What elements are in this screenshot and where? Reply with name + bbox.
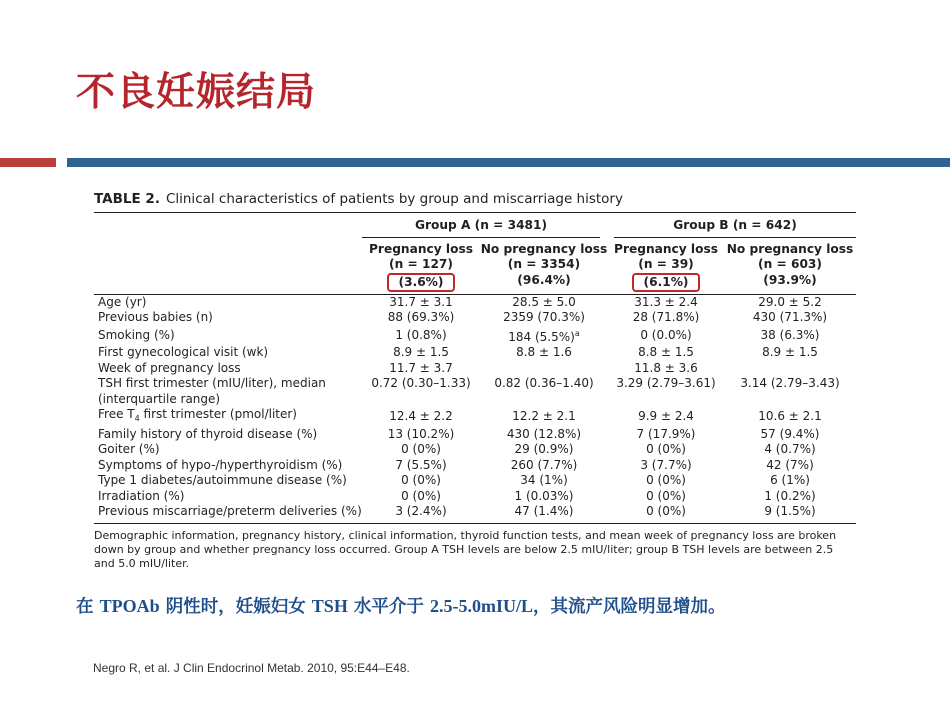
table-cell: 11.7 ± 3.7 [389,360,453,375]
col-head-line3 [480,273,608,289]
table-row [94,310,856,326]
column-header-row [94,238,856,292]
col-head-b-loss [608,238,724,292]
row-label: Week of pregnancy loss [98,360,241,375]
row-label: Age (yr) [98,294,147,309]
table-cell: 0 (0%) [646,488,686,503]
col-head-line1: Pregnancy loss [614,241,718,256]
table-row [94,489,856,505]
table-row [94,458,856,474]
table-cell: 57 (9.4%) [760,426,820,441]
table-cell [724,392,856,408]
table-cell: 29 (0.9%) [514,442,574,456]
table-cell: 2359 (70.3%) [503,310,585,324]
table-cell: 3.29 (2.79–3.61) [616,376,716,390]
table-cell: 0.72 (0.30–1.33) [371,376,471,390]
table-label: TABLE 2. [94,191,160,207]
table-cell: 3 (7.7%) [640,457,692,472]
table-cell [480,392,608,408]
table-cell: 12.4 ± 2.2 [389,409,453,423]
table-cell: 8.9 ± 1.5 [393,345,449,359]
col-head-line1: No pregnancy loss [480,241,608,256]
col-head-line3 [362,273,480,292]
table-cell: 88 (69.3%) [387,310,455,324]
table-cell: 430 (12.8%) [506,426,582,441]
conclusion-segment: TSH [311,596,348,616]
table-cell: 31.7 ± 3.1 [389,294,453,309]
col-head-line2: (n = 3354) [507,257,581,271]
table-footnote: Demographic information, pregnancy history, clinical information, thyroid function tests, and mean week of pregnancy loss are broken down by group and whether pregnancy loss occurred. Group A TSH levels are below 2.5 mIU/liter; group B TSH levels are between 2.5 and 5.0 mIU/liter. [94,528,837,570]
table-cell: 0 (0%) [646,442,686,456]
col-head-line2: (n = 603) [758,257,822,271]
conclusion-segment: TPOAb [99,596,160,616]
group-b-header: Group B (n = 642) [608,218,856,238]
table-cell: 0 (0%) [401,473,441,487]
table-cell: 1 (0.8%) [395,327,447,342]
percentage: (93.9%) [763,272,817,287]
table-cell: 7 (17.9%) [636,426,696,441]
table-row [94,473,856,489]
table-cell: 8.8 ± 1.5 [638,345,694,359]
table-cell: 29.0 ± 5.2 [758,294,822,309]
row-label: Type 1 diabetes/autoimmune disease (%) [98,473,347,487]
table-cell: 10.6 ± 2.1 [758,409,822,423]
table-cell [480,361,608,377]
table-row [94,326,856,346]
table-body [94,294,856,523]
table-cell [724,361,856,377]
col-head-line2: (n = 39) [638,257,694,271]
table-cell: 0 (0%) [608,504,724,523]
table-cell: 9.9 ± 2.4 [638,409,694,423]
conclusion-segment: 阴性时，妊娠妇女 [159,597,312,617]
title-accent-bar-blue [67,158,950,167]
table-row [94,294,856,310]
table-cell [608,392,724,408]
table-cell: 1 (0.03%) [514,488,574,503]
col-head-line3 [608,273,724,292]
title-accent-bar-red [0,158,56,167]
row-label: Symptoms of hypo-/hyperthyroidism (%) [98,457,343,472]
table-cell: 0.82 (0.36–1.40) [494,376,594,390]
table-row [94,392,856,408]
col-head-a-loss [362,238,480,292]
col-head-a-no-loss [480,238,608,292]
table-row [94,427,856,443]
table-cell: 3.14 (2.79–3.43) [740,376,840,390]
col-head-line2: (n = 127) [389,257,453,271]
table-cell: 28.5 ± 5.0 [512,294,576,309]
table-cell: 47 (1.4%) [480,504,608,523]
table-row [94,345,856,361]
col-head-line1: Pregnancy loss [369,241,473,256]
table-caption-text: Clinical characteristics of patients by group and miscarriage history [165,191,623,207]
table-cell: 34 (1%) [520,473,568,487]
table-cell: 1 (0.2%) [764,488,816,503]
table-cell: 3 (2.4%) [362,504,480,523]
table-cell: 0 (0%) [401,488,441,503]
row-label: Smoking (%) [98,327,175,342]
table-cell: 31.3 ± 2.4 [634,294,698,309]
col-head-b-no-loss [724,238,856,292]
row-label: Previous miscarriage/preterm deliveries (%) [94,504,362,523]
group-header-row [94,218,856,238]
table-row [94,504,856,523]
table-cell: 7 (5.5%) [395,457,447,472]
conclusion-statement [76,593,726,618]
table-cell: 0 (0%) [646,473,686,487]
table-cell: 6 (1%) [770,473,810,487]
table-cell: 42 (7%) [766,457,814,472]
group-a-header: Group A (n = 3481) [362,218,608,238]
table-row [94,442,856,458]
row-label: First gynecological visit (wk) [98,345,269,359]
table-cell: 8.8 ± 1.6 [516,345,572,359]
conclusion-segment: ，其流产风险明显增加。 [533,597,726,617]
table-row [94,361,856,377]
table-cell: 9 (1.5%) [724,504,856,523]
citation-reference: Negro R, et al. J Clin Endocrinol Metab. 2010, 95:E44–E48. [93,661,410,675]
table-cell: 12.2 ± 2.1 [512,409,576,423]
table-cell: 11.8 ± 3.6 [634,360,698,375]
row-label: Irradiation (%) [98,488,185,503]
row-label: Goiter (%) [98,442,160,456]
conclusion-segment: 水平介于 [347,597,431,617]
row-label: (interquartile range) [98,391,221,406]
table-cell: 430 (71.3%) [752,310,828,324]
row-label: TSH first trimester (mIU/liter), median [98,376,326,390]
table-row [94,376,856,392]
col-head-line3 [724,273,856,289]
table-cell: 28 (71.8%) [632,310,700,324]
row-label: Previous babies (n) [98,310,213,324]
table-cell: 0 (0%) [401,442,441,456]
table-caption [94,191,856,213]
table-cell: 8.9 ± 1.5 [762,345,818,359]
highlighted-percentage: (6.1%) [632,273,701,292]
conclusion-segment: 2.5-5.0mIU/L [430,596,534,616]
conclusion-segment: 在 [76,597,100,617]
highlighted-percentage: (3.6%) [387,273,456,292]
table-cell: 13 (10.2%) [387,426,455,441]
row-label: Free $T_4$ first trimester (pmol/liter) [98,407,297,423]
table-cell: 260 (7.7%) [510,457,578,472]
table-cell [362,392,480,408]
col-head-line1: No pregnancy loss [726,241,854,256]
percentage: (96.4%) [517,272,571,287]
clinical-characteristics-table [94,218,856,524]
table-cell: 38 (6.3%) [760,327,820,342]
table-cell: 0 (0.0%) [640,327,692,342]
table-cell: 4 (0.7%) [764,442,816,456]
table-row [94,407,856,427]
table-cell: 184 $(5.5\%)^a$ [508,328,580,344]
slide-title: 不良妊娠结局 [76,70,317,115]
clinical-table-figure [94,191,856,571]
row-label: Family history of thyroid disease (%) [98,426,318,441]
